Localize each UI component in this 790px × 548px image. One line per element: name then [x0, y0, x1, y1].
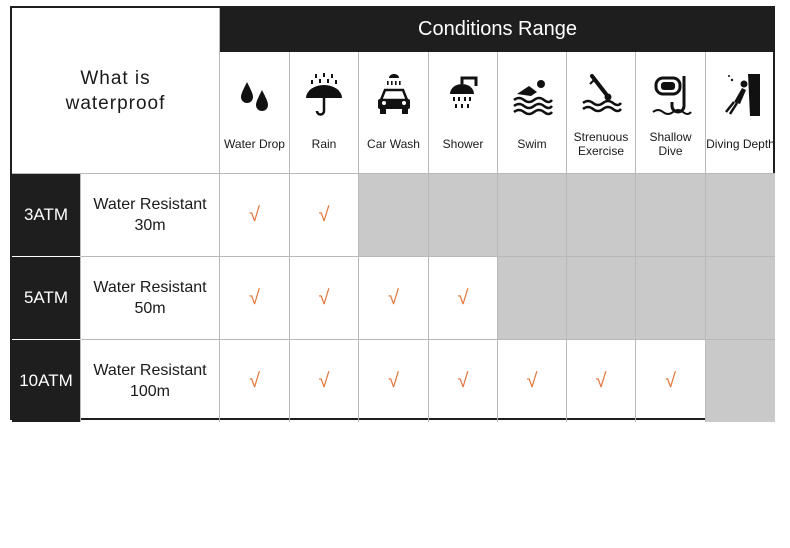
condition-header-shallow-dive — [636, 52, 706, 174]
condition-label: Swim — [517, 137, 547, 151]
check-cell: √ — [220, 340, 290, 422]
water-drop-icon — [234, 72, 276, 118]
condition-label: Car Wash — [367, 137, 420, 151]
check-cell: √ — [220, 174, 290, 257]
unsupported-cell — [567, 257, 636, 340]
rating-3atm: 3ATM — [12, 174, 81, 257]
condition-header-car-wash — [359, 52, 429, 174]
condition-label: Shallow Dive — [649, 130, 692, 158]
description-line1: Water Resistant — [93, 196, 207, 213]
corner-title-line2: waterproof — [65, 92, 166, 114]
condition-header-rain — [290, 52, 359, 174]
conditions-range-banner: Conditions Range — [220, 8, 775, 52]
diver-jump-icon — [580, 72, 622, 118]
unsupported-cell — [429, 174, 498, 257]
unsupported-cell — [567, 174, 636, 257]
corner-title-line1: What is — [80, 67, 151, 89]
check-cell: √ — [429, 257, 498, 340]
snorkel-mask-icon — [650, 72, 692, 118]
swimmer-icon — [511, 72, 553, 118]
condition-label: Diving Depth — [706, 137, 775, 151]
check-cell: √ — [290, 257, 359, 340]
rating-description-100m — [81, 340, 220, 422]
description-line2: 50m — [134, 300, 166, 317]
condition-label: Shower — [442, 137, 484, 151]
check-cell: √ — [220, 257, 290, 340]
unsupported-cell — [636, 174, 706, 257]
waterproof-rating-table — [10, 6, 775, 420]
condition-label: Rain — [311, 137, 337, 151]
car-wash-icon — [373, 72, 415, 118]
description-line2: 30m — [134, 217, 166, 234]
check-cell: √ — [359, 257, 429, 340]
check-cell: √ — [429, 340, 498, 422]
unsupported-cell — [706, 257, 775, 340]
check-cell: √ — [290, 340, 359, 422]
description-line2: 100m — [129, 383, 171, 400]
condition-header-strenuous-exercise — [567, 52, 636, 174]
unsupported-cell — [706, 340, 775, 422]
unsupported-cell — [706, 174, 775, 257]
rating-10atm: 10ATM — [12, 340, 81, 422]
rating-description-50m — [81, 257, 220, 340]
rating-5atm: 5ATM — [12, 257, 81, 340]
check-cell: √ — [359, 340, 429, 422]
scuba-diver-icon — [720, 72, 762, 118]
shower-icon — [442, 72, 484, 118]
description-line1: Water Resistant — [93, 279, 207, 296]
description-line1: Water Resistant — [93, 362, 207, 379]
condition-header-diving-depth — [706, 52, 775, 174]
umbrella-rain-icon — [303, 72, 345, 118]
check-cell: √ — [498, 340, 567, 422]
condition-label: Water Drop — [224, 137, 285, 151]
unsupported-cell — [359, 174, 429, 257]
check-cell: √ — [567, 340, 636, 422]
check-cell: √ — [636, 340, 706, 422]
condition-header-water-drop — [220, 52, 290, 174]
check-cell: √ — [290, 174, 359, 257]
unsupported-cell — [636, 257, 706, 340]
unsupported-cell — [498, 257, 567, 340]
condition-header-swim — [498, 52, 567, 174]
rating-description-30m — [81, 174, 220, 257]
condition-header-shower — [429, 52, 498, 174]
unsupported-cell — [498, 174, 567, 257]
table-corner-title — [12, 8, 220, 174]
condition-label: Strenuous Exercise — [573, 130, 629, 158]
